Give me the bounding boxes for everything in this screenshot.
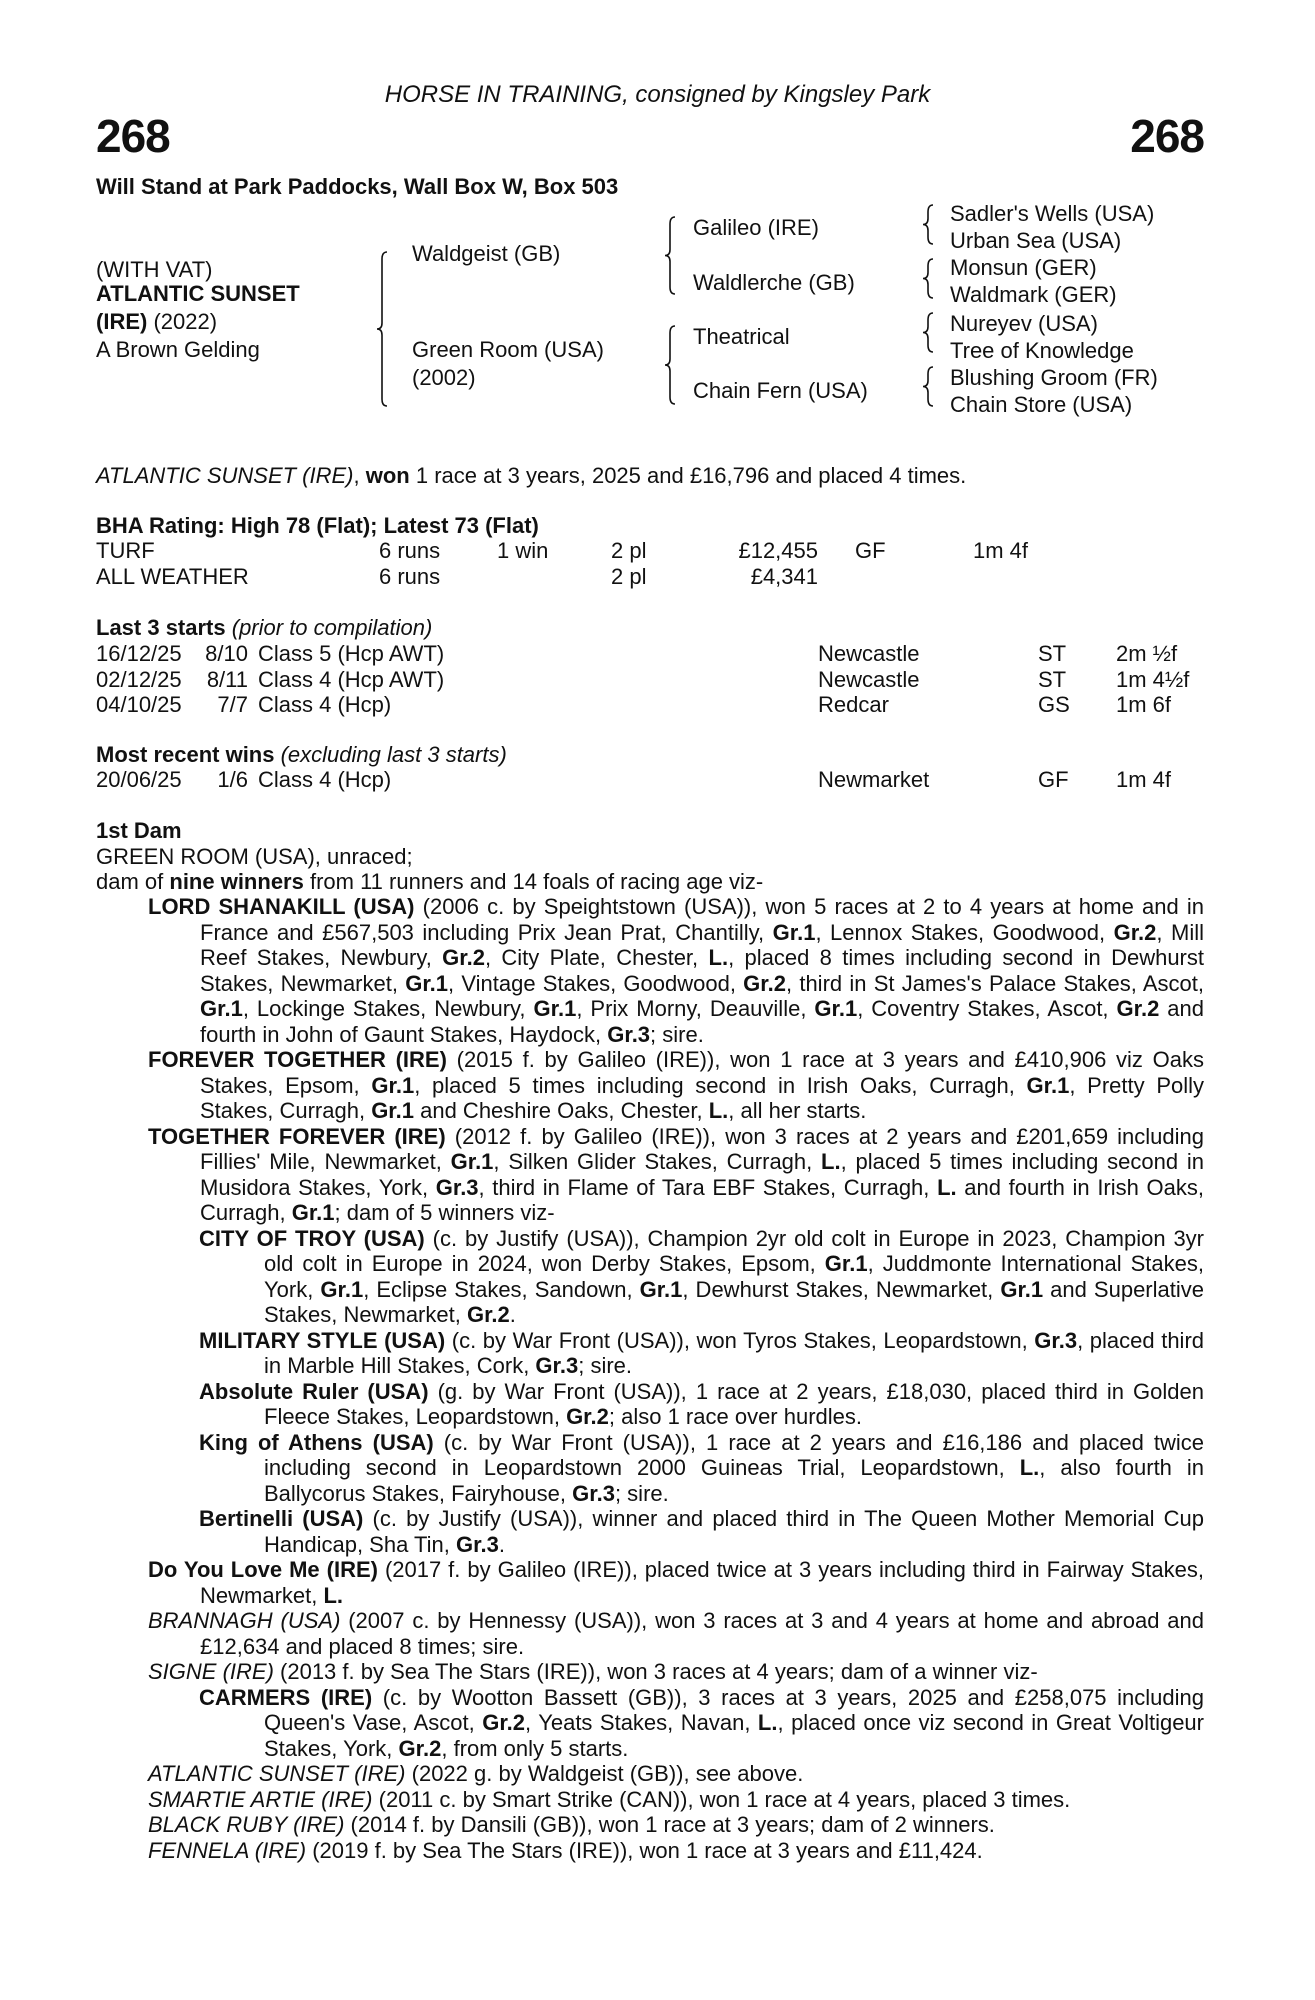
text: , Vintage Stakes, Goodwood, <box>448 970 744 996</box>
horse-name: FENNELA (IRE) <box>148 1837 307 1863</box>
recent-wins-heading <box>96 742 507 768</box>
horse-name: TOGETHER FOREVER (IRE) <box>148 1123 446 1149</box>
text: , placed 8 times including second in Dewhurst Stakes, Newmarket, <box>200 945 1204 996</box>
race-grade: Gr.1 <box>1000 1276 1044 1302</box>
horse-name: SMARTIE ARTIE (IRE) <box>148 1786 373 1812</box>
race-grade: Gr.2 <box>566 1404 609 1429</box>
text: (c. by War Front (USA)), 1 race at 2 years and £16,186 and placed twice including second in Leopardstown 2000 Guineas Trial, Leopardstown, <box>264 1429 1205 1480</box>
brace-icon <box>665 217 675 294</box>
race-grade: Gr.1 <box>639 1276 683 1302</box>
rating-distance: 1m 4f <box>973 538 1029 563</box>
text: dam of <box>96 869 170 894</box>
race-grade: Gr.2 <box>442 945 485 970</box>
race-grade: Gr.2 <box>466 1302 510 1327</box>
text: , Juddmonte International Stakes, York, <box>264 1251 1204 1302</box>
race-going: ST <box>1038 666 1067 692</box>
great-grandparent: Monsun (GER) <box>950 255 1097 280</box>
summary-text: 1 race at 3 years, 2025 and £16,796 and placed 4 times. <box>415 463 967 488</box>
recent-wins-title: Most recent wins <box>96 742 275 767</box>
brace-icon <box>923 205 933 244</box>
rating-going: GF <box>855 538 886 563</box>
text: , all her starts. <box>728 1098 867 1123</box>
text: , Dewhurst Stakes, Newmarket, <box>682 1276 1001 1302</box>
horse-name: nine winners <box>169 869 304 894</box>
race-going: GS <box>1038 692 1070 717</box>
first-dam-heading: 1st Dam <box>96 818 182 843</box>
vat-status: (WITH VAT) <box>96 257 213 282</box>
race-grade: Gr.3 <box>435 1174 479 1200</box>
text: (2017 f. by Galileo (IRE)), placed twice at 3 years including third in Fairway Stakes, Newmarket, <box>200 1557 1204 1608</box>
granddam: Chain Fern (USA) <box>693 378 868 403</box>
summary-horse-name: ATLANTIC SUNSET (IRE) <box>96 463 354 488</box>
rating-row <box>0 564 1315 590</box>
brace-icon <box>923 313 933 352</box>
race-course: Newmarket <box>818 767 930 792</box>
race-course: Newcastle <box>818 641 920 666</box>
race-grade: L. <box>1019 1455 1040 1480</box>
brace-icon <box>377 252 387 406</box>
race-distance: 1m 6f <box>1116 692 1172 717</box>
race-grade: Gr.1 <box>814 996 858 1021</box>
race-pos: 7/7 <box>217 692 248 717</box>
horse-name: FOREVER TOGETHER (IRE) <box>148 1047 447 1072</box>
race-course: Newcastle <box>818 666 920 692</box>
grandsire: Galileo (IRE) <box>693 215 819 240</box>
horse-name: LORD SHANAKILL (USA) <box>148 894 415 919</box>
horse-name: MILITARY STYLE (USA) <box>199 1327 446 1353</box>
race-distance: 1m 4½f <box>1116 666 1190 692</box>
race-distance: 2m ½f <box>1116 641 1178 666</box>
great-grandparent: Nureyev (USA) <box>950 311 1098 336</box>
produce-entry <box>199 1506 1204 1557</box>
race-pos: 8/10 <box>205 641 248 666</box>
text: , also fourth in Ballycorus Stakes, Fairyhouse, <box>264 1455 1205 1506</box>
race-row <box>0 692 1315 718</box>
text: from 11 runners and 14 foals of racing age viz- <box>303 869 764 894</box>
race-date: 02/12/25 <box>96 666 182 692</box>
text: , Silken Glider Stakes, Curragh, <box>493 1149 822 1174</box>
race-race: Class 4 (Hcp AWT) <box>258 666 445 692</box>
grandsire-dam-side: Theatrical <box>693 324 790 349</box>
horse-name: BRANNAGH (USA) <box>148 1608 341 1633</box>
text: ; dam of 5 winners viz- <box>334 1200 555 1225</box>
text: . <box>498 1531 505 1557</box>
text: and Cheshire Oaks, Chester, <box>414 1098 709 1123</box>
text: and Superlative Stakes, Newmarket, <box>264 1276 1204 1327</box>
great-grandparent: Waldmark (GER) <box>950 282 1117 307</box>
last-starts-heading <box>96 615 432 641</box>
race-grade: L. <box>821 1149 841 1174</box>
text: , placed 5 times including second in Musidora Stakes, York, <box>200 1149 1204 1200</box>
text: (c. by Justify (USA)), winner and placed third in The Queen Mother Memorial Cup Handicap, Sha Tin, <box>264 1506 1204 1557</box>
text: , from only 5 starts. <box>441 1735 629 1761</box>
race-grade: Gr.1 <box>371 1072 415 1098</box>
race-going: GF <box>1038 767 1069 792</box>
produce-entry <box>148 1047 1204 1124</box>
produce-entry <box>148 1608 1204 1659</box>
horse-foaling-year: (2022) <box>153 309 218 334</box>
text: (c. by Justify (USA)), Champion 2yr old colt in Europe in 2023, Champion 3yr old colt in Europe in 2024, won Derby Stakes, Epsom, <box>264 1225 1205 1276</box>
lot-number-left: 268 <box>96 110 170 162</box>
rating-runs: 6 runs <box>379 538 441 563</box>
produce-entry <box>148 1838 1204 1864</box>
great-grandparent: Tree of Knowledge <box>950 338 1134 363</box>
horse-name: CARMERS (IRE) <box>199 1684 373 1710</box>
race-grade: Gr.1 <box>371 1098 414 1123</box>
rating-prize: £12,455 <box>738 538 818 563</box>
race-race: Class 4 (Hcp) <box>258 692 392 717</box>
text: ; sire. <box>650 1021 704 1047</box>
produce-entry <box>148 1124 1204 1226</box>
great-grandparent: Urban Sea (USA) <box>950 228 1122 253</box>
race-grade: Gr.3 <box>572 1480 615 1506</box>
race-grade: Gr.1 <box>450 1149 494 1174</box>
horse-name: Bertinelli (USA) <box>199 1506 364 1531</box>
sire: Waldgeist (GB) <box>412 241 561 266</box>
text: , Pretty Polly Stakes, Curragh, <box>200 1072 1204 1123</box>
race-grade: Gr.3 <box>456 1531 499 1557</box>
race-row <box>0 641 1315 667</box>
produce-entry <box>148 1812 1204 1838</box>
produce-entry <box>148 1659 1204 1685</box>
granddam-sire-side: Waldlerche (GB) <box>693 270 855 295</box>
last-starts-title: Last 3 starts <box>96 615 226 640</box>
brace-icon <box>665 326 675 404</box>
produce-entry <box>148 1761 1204 1787</box>
text: , Coventry Stakes, Ascot, <box>857 996 1117 1021</box>
text: ; also 1 race over hurdles. <box>608 1404 863 1429</box>
race-grade: L. <box>757 1710 778 1735</box>
text: (2011 c. by Smart Strike (CAN)), won 1 race at 4 years, placed 3 times. <box>372 1786 1071 1812</box>
race-grade: Gr.1 <box>772 919 816 945</box>
horse-name: ATLANTIC SUNSET <box>96 281 300 306</box>
race-grade: Gr.2 <box>1116 996 1160 1021</box>
text: , Lennox Stakes, Goodwood, <box>815 919 1114 945</box>
stabling-location: Will Stand at Park Paddocks, Wall Box W, Box 503 <box>96 174 619 199</box>
race-going: ST <box>1038 641 1067 666</box>
text: , Mill Reef Stakes, Newbury, <box>200 919 1204 970</box>
race-grade: Gr.1 <box>291 1200 335 1225</box>
race-course: Redcar <box>818 692 889 717</box>
horse-name: BLACK RUBY (IRE) <box>148 1812 345 1837</box>
rating-row <box>0 538 1315 564</box>
dam-year: (2002) <box>412 365 476 390</box>
first-dam-produce <box>96 894 1204 1863</box>
last-starts-note: (prior to compilation) <box>231 615 433 640</box>
race-summary: ATLANTIC SUNSET (IRE), won 1 race at 3 years, 2025 and £16,796 and placed 4 times. <box>96 463 967 488</box>
text: , Eclipse Stakes, Sandown, <box>363 1276 640 1302</box>
produce-entry <box>199 1226 1204 1328</box>
produce-entry <box>199 1379 1204 1430</box>
text: (2015 f. by Galileo (IRE)), won 1 race at 3 years and £410,906 viz Oaks Stakes, Epsom, <box>200 1047 1204 1098</box>
text: , third in St James's Palace Stakes, Ascot, <box>785 970 1204 996</box>
text: , Lockinge Stakes, Newbury, <box>242 996 534 1021</box>
race-race: Class 4 (Hcp) <box>258 767 392 792</box>
produce-entry <box>199 1430 1204 1507</box>
rating-runs: 6 runs <box>379 564 441 589</box>
horse-description: A Brown Gelding <box>96 337 260 362</box>
race-grade: Gr.2 <box>743 970 786 996</box>
rating-surface: ALL WEATHER <box>96 564 249 589</box>
first-dam-name: GREEN ROOM (USA), unraced; <box>96 844 413 869</box>
race-grade: Gr.3 <box>1034 1327 1078 1353</box>
produce-entry <box>199 1685 1204 1762</box>
race-grade: L. <box>708 945 729 970</box>
great-grandparent: Sadler's Wells (USA) <box>950 201 1155 226</box>
text: (2012 f. by Galileo (IRE)), won 3 races at 2 years and £201,659 including Fillies' Mile, Newmarket, <box>200 1123 1204 1174</box>
race-grade: Gr.1 <box>200 996 243 1021</box>
race-grade: Gr.3 <box>607 1021 651 1047</box>
text: ; sire. <box>578 1353 633 1378</box>
race-grade: L. <box>937 1174 957 1200</box>
race-date: 16/12/25 <box>96 641 182 666</box>
horse-name: CITY OF TROY (USA) <box>199 1225 425 1251</box>
summary-won: won <box>365 463 410 488</box>
race-race: Class 5 (Hcp AWT) <box>258 641 445 666</box>
text: (2022 g. by Waldgeist (GB)), see above. <box>405 1761 804 1786</box>
race-grade: Gr.1 <box>824 1251 868 1276</box>
text: , Prix Morny, Deauville, <box>576 996 815 1021</box>
text: . <box>509 1302 516 1327</box>
produce-entry <box>148 1557 1204 1608</box>
text: , third in Flame of Tara EBF Stakes, Curragh, <box>478 1174 938 1200</box>
race-grade: L. <box>323 1582 344 1608</box>
race-grade: Gr.1 <box>533 996 577 1021</box>
text: and fourth in Irish Oaks, Curragh, <box>200 1174 1204 1225</box>
race-date: 20/06/25 <box>96 767 182 792</box>
text: , placed once viz second in Great Voltigeur Stakes, York, <box>264 1710 1204 1761</box>
horse-name: Absolute Ruler (USA) <box>199 1378 429 1404</box>
rating-placed: 2 pl <box>611 564 647 589</box>
text: (2013 f. by Sea The Stars (IRE)), won 3 races at 4 years; dam of a winner viz- <box>273 1659 1038 1684</box>
race-grade: Gr.1 <box>1026 1072 1070 1098</box>
horse-name: King of Athens (USA) <box>199 1429 434 1455</box>
page-header: HORSE IN TRAINING, consigned by Kingsley Park <box>384 81 931 108</box>
race-grade: Gr.2 <box>1113 919 1157 945</box>
first-dam-record <box>96 869 763 895</box>
rating-prize: £4,341 <box>750 564 818 589</box>
horse-name: Do You Love Me (IRE) <box>148 1557 378 1582</box>
race-grade: Gr.1 <box>405 970 449 996</box>
race-grade: Gr.2 <box>398 1735 442 1761</box>
bha-rating-heading: BHA Rating: High 78 (Flat); Latest 73 (Flat) <box>96 513 539 538</box>
produce-entry <box>148 894 1204 1047</box>
produce-entry <box>148 1787 1204 1813</box>
text: , placed 5 times including second in Irish Oaks, Curragh, <box>414 1072 1027 1098</box>
rating-wins: 1 win <box>497 538 549 563</box>
race-distance: 1m 4f <box>1116 767 1172 792</box>
great-grandparent: Chain Store (USA) <box>950 392 1133 417</box>
dam: Green Room (USA) <box>412 337 604 362</box>
horse-name: SIGNE (IRE) <box>148 1659 274 1684</box>
text: (2007 c. by Hennessy (USA)), won 3 races at 3 and 4 years at home and abroad and £12,634 and placed 8 times; sire. <box>200 1608 1204 1659</box>
brace-icon <box>923 367 933 406</box>
race-grade: Gr.1 <box>320 1276 364 1302</box>
text: (2006 c. by Speightstown (USA)), won 5 races at 2 to 4 years at home and in France and £567,503 including Prix Jean Prat, Chantilly, <box>200 894 1205 945</box>
horse-name-country-year <box>96 309 217 335</box>
text: (c. by War Front (USA)), won Tyros Stakes, Leopardstown, <box>445 1327 1035 1353</box>
race-date: 04/10/25 <box>96 692 182 717</box>
horse-name: ATLANTIC SUNSET (IRE) <box>148 1761 406 1786</box>
rating-placed: 2 pl <box>611 538 647 563</box>
text: ; sire. <box>614 1480 669 1506</box>
race-row <box>0 767 1315 793</box>
produce-entry <box>199 1328 1204 1379</box>
rating-surface: TURF <box>96 538 155 563</box>
recent-wins-note: (excluding last 3 starts) <box>280 742 507 767</box>
race-pos: 1/6 <box>217 767 248 792</box>
lot-number-right: 268 <box>1130 110 1204 162</box>
great-grandparent: Blushing Groom (FR) <box>950 365 1158 390</box>
text: (g. by War Front (USA)), 1 race at 2 years, £18,030, placed third in Golden Fleece Stakes, Leopardstown, <box>264 1378 1204 1429</box>
race-grade: Gr.3 <box>535 1353 579 1378</box>
race-pos: 8/11 <box>206 666 248 692</box>
race-grade: L. <box>708 1098 729 1123</box>
race-grade: Gr.2 <box>482 1710 526 1735</box>
text: , City Plate, Chester, <box>484 945 709 970</box>
race-row <box>0 667 1315 693</box>
text: , placed third in Marble Hill Stakes, Cork, <box>264 1327 1205 1378</box>
text: and fourth in John of Gaunt Stakes, Haydock, <box>200 996 1204 1047</box>
text: (c. by Wootton Bassett (GB)), 3 races at 3 years, 2025 and £258,075 including Queen's Vase, Ascot, <box>264 1684 1204 1735</box>
text: , Yeats Stakes, Navan, <box>525 1710 758 1735</box>
horse-country: (IRE) <box>96 309 148 334</box>
brace-icon <box>923 259 933 298</box>
text: (2019 f. by Sea The Stars (IRE)), won 1 race at 3 years and £11,424. <box>306 1837 983 1863</box>
text: (2014 f. by Dansili (GB)), won 1 race at 3 years; dam of 2 winners. <box>344 1812 995 1837</box>
